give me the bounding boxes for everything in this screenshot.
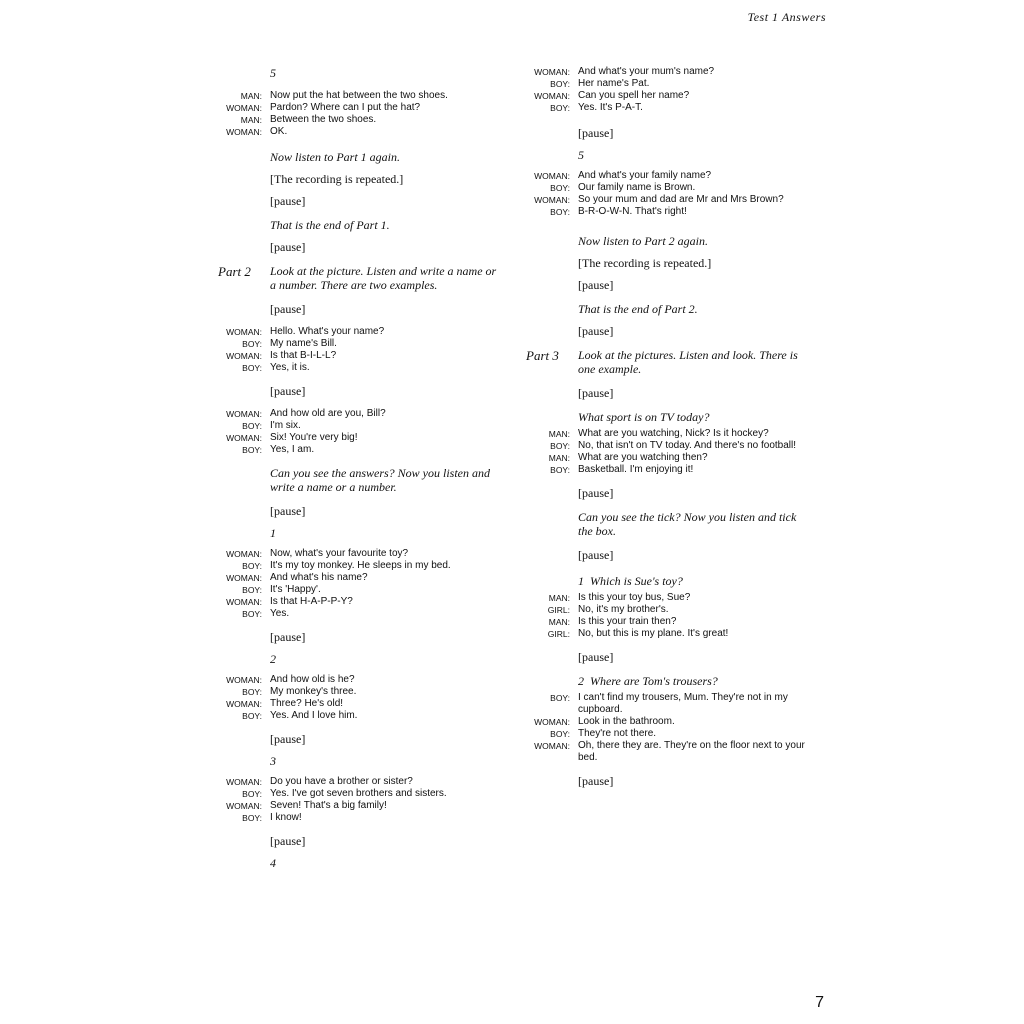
dialogue-line bbox=[522, 628, 812, 640]
speaker-label: GIRL: bbox=[547, 629, 570, 639]
dialogue-line bbox=[522, 692, 812, 716]
end-note: That is the end of Part 2. bbox=[578, 302, 698, 316]
pause-note: [pause] bbox=[270, 302, 306, 316]
question-number: 3 bbox=[270, 754, 276, 768]
question-number: 4 bbox=[270, 856, 276, 870]
dialogue-text: I'm six. bbox=[270, 420, 301, 431]
dialogue-line bbox=[522, 170, 812, 182]
speaker-label: BOY: bbox=[242, 421, 262, 431]
dialogue-line bbox=[522, 182, 812, 194]
speaker-label: MAN: bbox=[240, 91, 262, 101]
dialogue-line bbox=[214, 338, 504, 350]
pause-note: [pause] bbox=[578, 548, 614, 562]
dialogue-text: No, but this is my plane. It's great! bbox=[578, 628, 729, 639]
question-title: What sport is on TV today? bbox=[578, 410, 710, 424]
dialogue-text: It's 'Happy'. bbox=[270, 584, 321, 595]
dialogue-line bbox=[522, 428, 812, 440]
dialogue-line bbox=[522, 102, 812, 114]
dialogue-text: I can't find my trousers, Mum. They're not in my cupboard. bbox=[578, 692, 788, 715]
speaker-label: BOY: bbox=[242, 445, 262, 455]
speaker-label: WOMAN: bbox=[226, 675, 262, 685]
pause-note: [pause] bbox=[270, 504, 306, 518]
dialogue-text: No, that isn't on TV today. And there's no football! bbox=[578, 440, 797, 451]
dialogue-text: Yes. I've got seven brothers and sisters. bbox=[270, 788, 447, 799]
dialogue-line bbox=[214, 608, 504, 620]
speaker-label: WOMAN: bbox=[226, 777, 262, 787]
dialogue-line bbox=[522, 740, 812, 764]
instruction: Can you see the tick? Now you listen and tick the box. bbox=[578, 510, 797, 538]
dialogue-line bbox=[214, 548, 504, 560]
dialogue-text: OK. bbox=[270, 126, 288, 137]
dialogue-line bbox=[214, 420, 504, 432]
speaker-label: BOY: bbox=[550, 183, 570, 193]
speaker-label: WOMAN: bbox=[534, 171, 570, 181]
dialogue-text: Yes, it is. bbox=[270, 362, 310, 373]
pause-note: [pause] bbox=[578, 650, 614, 664]
speaker-label: WOMAN: bbox=[534, 717, 570, 727]
speaker-label: BOY: bbox=[550, 79, 570, 89]
dialogue-text: Now, what's your favourite toy? bbox=[270, 548, 409, 559]
speaker-label: WOMAN: bbox=[226, 103, 262, 113]
dialogue-text: Can you spell her name? bbox=[578, 90, 690, 101]
dialogue-block bbox=[522, 66, 812, 114]
dialogue-line bbox=[522, 604, 812, 616]
dialogue-block bbox=[214, 90, 504, 138]
dialogue-text: Is that H-A-P-P-Y? bbox=[270, 596, 353, 607]
dialogue-text: Is that B-I-L-L? bbox=[270, 350, 337, 361]
dialogue-text: And what's your mum's name? bbox=[578, 66, 715, 77]
dialogue-line bbox=[214, 102, 504, 114]
speaker-label: MAN: bbox=[548, 453, 570, 463]
speaker-label: BOY: bbox=[242, 363, 262, 373]
dialogue-text: Pardon? Where can I put the hat? bbox=[270, 102, 421, 113]
speaker-label: GIRL: bbox=[547, 605, 570, 615]
pause-note: [pause] bbox=[578, 324, 614, 338]
speaker-label: BOY: bbox=[242, 687, 262, 697]
dialogue-line bbox=[522, 616, 812, 628]
speaker-label: WOMAN: bbox=[534, 91, 570, 101]
dialogue-line bbox=[214, 444, 504, 456]
dialogue-text: Our family name is Brown. bbox=[578, 182, 696, 193]
pause-note: [pause] bbox=[270, 732, 306, 746]
dialogue-line bbox=[214, 90, 504, 102]
dialogue-line bbox=[522, 716, 812, 728]
part-label: Part 2 bbox=[218, 264, 251, 279]
dialogue-text: Do you have a brother or sister? bbox=[270, 776, 413, 787]
page-number: 7 bbox=[815, 994, 824, 1011]
speaker-label: WOMAN: bbox=[226, 699, 262, 709]
part-2-heading bbox=[214, 264, 504, 292]
dialogue-line bbox=[214, 362, 504, 374]
dialogue-text: Yes. And I love him. bbox=[270, 710, 358, 721]
dialogue-text: Oh, there they are. They're on the floor next to your bed. bbox=[578, 740, 805, 763]
dialogue-text: Seven! That's a big family! bbox=[270, 800, 387, 811]
dialogue-text: Yes, I am. bbox=[270, 444, 315, 455]
dialogue-block bbox=[214, 326, 504, 374]
speaker-label: WOMAN: bbox=[534, 195, 570, 205]
dialogue-line bbox=[522, 592, 812, 604]
dialogue-text: Six! You're very big! bbox=[270, 432, 358, 443]
question-title: 1 Which is Sue's toy? bbox=[578, 574, 683, 588]
dialogue-line bbox=[214, 596, 504, 608]
part-instruction: Look at the pictures. Listen and look. There is one example. bbox=[578, 348, 798, 376]
dialogue-line bbox=[522, 728, 812, 740]
instruction: Now listen to Part 1 again. bbox=[270, 150, 401, 164]
dialogue-line bbox=[214, 800, 504, 812]
dialogue-line bbox=[522, 440, 812, 452]
dialogue-text: No, it's my brother's. bbox=[578, 604, 669, 615]
question-number: 1 bbox=[270, 526, 276, 540]
speaker-label: WOMAN: bbox=[226, 433, 262, 443]
dialogue-block bbox=[522, 592, 812, 640]
dialogue-text: And what's your family name? bbox=[578, 170, 712, 181]
dialogue-line bbox=[214, 686, 504, 698]
dialogue-line bbox=[214, 698, 504, 710]
question-title: 2 Where are Tom's trousers? bbox=[578, 674, 718, 688]
dialogue-line bbox=[214, 776, 504, 788]
dialogue-line bbox=[214, 584, 504, 596]
dialogue-text: Is this your toy bus, Sue? bbox=[578, 592, 691, 603]
speaker-label: BOY: bbox=[242, 561, 262, 571]
dialogue-text: Her name's Pat. bbox=[578, 78, 650, 89]
dialogue-text: My monkey's three. bbox=[270, 686, 357, 697]
dialogue-line bbox=[522, 78, 812, 90]
dialogue-line bbox=[522, 452, 812, 464]
dialogue-block bbox=[214, 776, 504, 824]
speaker-label: BOY: bbox=[550, 103, 570, 113]
dialogue-text: So your mum and dad are Mr and Mrs Brown? bbox=[578, 194, 784, 205]
dialogue-line bbox=[214, 788, 504, 800]
dialogue-text: They're not there. bbox=[578, 728, 657, 739]
dialogue-text: It's my toy monkey. He sleeps in my bed. bbox=[270, 560, 451, 571]
speaker-label: WOMAN: bbox=[534, 67, 570, 77]
dialogue-block bbox=[522, 692, 812, 764]
dialogue-line bbox=[214, 572, 504, 584]
dialogue-line bbox=[214, 674, 504, 686]
dialogue-line bbox=[214, 432, 504, 444]
speaker-label: BOY: bbox=[242, 585, 262, 595]
left-column bbox=[214, 66, 504, 870]
speaker-label: WOMAN: bbox=[226, 127, 262, 137]
speaker-label: MAN: bbox=[240, 115, 262, 125]
part-label: Part 3 bbox=[526, 348, 559, 363]
dialogue-text: Yes. bbox=[270, 608, 290, 619]
recording-note: [The recording is repeated.] bbox=[578, 256, 712, 270]
speaker-label: BOY: bbox=[242, 711, 262, 721]
question-number: 2 bbox=[270, 652, 276, 666]
speaker-label: WOMAN: bbox=[226, 409, 262, 419]
speaker-label: BOY: bbox=[242, 339, 262, 349]
speaker-label: WOMAN: bbox=[226, 327, 262, 337]
dialogue-text: My name's Bill. bbox=[270, 338, 337, 349]
recording-note: [The recording is repeated.] bbox=[270, 172, 404, 186]
speaker-label: MAN: bbox=[548, 593, 570, 603]
dialogue-line bbox=[214, 710, 504, 722]
speaker-label: BOY: bbox=[550, 207, 570, 217]
dialogue-line bbox=[522, 206, 812, 218]
question-number: 5 bbox=[270, 66, 276, 80]
pause-note: [pause] bbox=[270, 240, 306, 254]
speaker-label: BOY: bbox=[242, 813, 262, 823]
speaker-label: BOY: bbox=[242, 789, 262, 799]
speaker-label: MAN: bbox=[548, 429, 570, 439]
part-instruction: Look at the picture. Listen and write a name or a number. There are two examples. bbox=[270, 264, 497, 292]
part-3-heading bbox=[522, 348, 812, 376]
dialogue-block bbox=[214, 548, 504, 620]
page-header: Test 1 Answers bbox=[747, 10, 826, 24]
pause-note: [pause] bbox=[578, 486, 614, 500]
dialogue-line bbox=[214, 408, 504, 420]
dialogue-line bbox=[214, 326, 504, 338]
speaker-label: BOY: bbox=[550, 441, 570, 451]
dialogue-text: Look in the bathroom. bbox=[578, 716, 675, 727]
dialogue-line bbox=[214, 126, 504, 138]
instruction: Can you see the answers? Now you listen and write a name or a number. bbox=[270, 466, 490, 494]
dialogue-line bbox=[214, 350, 504, 362]
dialogue-text: Three? He's old! bbox=[270, 698, 344, 709]
dialogue-block bbox=[522, 428, 812, 476]
speaker-label: WOMAN: bbox=[226, 573, 262, 583]
dialogue-text: Now put the hat between the two shoes. bbox=[270, 90, 448, 101]
dialogue-block bbox=[214, 408, 504, 456]
dialogue-text: Yes. It's P-A-T. bbox=[578, 102, 643, 113]
dialogue-line bbox=[214, 560, 504, 572]
speaker-label: BOY: bbox=[242, 609, 262, 619]
instruction: Now listen to Part 2 again. bbox=[578, 234, 709, 248]
pause-note: [pause] bbox=[578, 278, 614, 292]
right-column bbox=[522, 66, 812, 788]
pause-note: [pause] bbox=[270, 384, 306, 398]
pause-note: [pause] bbox=[270, 630, 306, 644]
dialogue-line bbox=[522, 90, 812, 102]
dialogue-text: And how old are you, Bill? bbox=[270, 408, 386, 419]
dialogue-text: And how old is he? bbox=[270, 674, 355, 685]
speaker-label: WOMAN: bbox=[226, 597, 262, 607]
dialogue-line bbox=[214, 114, 504, 126]
pause-note: [pause] bbox=[270, 834, 306, 848]
dialogue-text: What are you watching, Nick? Is it hockey? bbox=[578, 428, 769, 439]
dialogue-text: Basketball. I'm enjoying it! bbox=[578, 464, 694, 475]
end-note: That is the end of Part 1. bbox=[270, 218, 390, 232]
dialogue-line bbox=[522, 194, 812, 206]
speaker-label: BOY: bbox=[550, 465, 570, 475]
pause-note: [pause] bbox=[270, 194, 306, 208]
dialogue-text: Between the two shoes. bbox=[270, 114, 377, 125]
speaker-label: BOY: bbox=[550, 729, 570, 739]
dialogue-line bbox=[522, 464, 812, 476]
dialogue-block bbox=[522, 170, 812, 218]
speaker-label: WOMAN: bbox=[226, 549, 262, 559]
question-number: 5 bbox=[578, 148, 584, 162]
dialogue-text: Is this your train then? bbox=[578, 616, 677, 627]
speaker-label: WOMAN: bbox=[534, 741, 570, 751]
dialogue-text: Hello. What's your name? bbox=[270, 326, 385, 337]
pause-note: [pause] bbox=[578, 126, 614, 140]
speaker-label: BOY: bbox=[550, 693, 570, 703]
dialogue-text: And what's his name? bbox=[270, 572, 368, 583]
dialogue-text: I know! bbox=[270, 812, 302, 823]
dialogue-text: B-R-O-W-N. That's right! bbox=[578, 206, 687, 217]
dialogue-line bbox=[214, 812, 504, 824]
speaker-label: WOMAN: bbox=[226, 801, 262, 811]
dialogue-text: What are you watching then? bbox=[578, 452, 708, 463]
dialogue-line bbox=[522, 66, 812, 78]
pause-note: [pause] bbox=[578, 386, 614, 400]
pause-note: [pause] bbox=[578, 774, 614, 788]
speaker-label: WOMAN: bbox=[226, 351, 262, 361]
speaker-label: MAN: bbox=[548, 617, 570, 627]
dialogue-block bbox=[214, 674, 504, 722]
